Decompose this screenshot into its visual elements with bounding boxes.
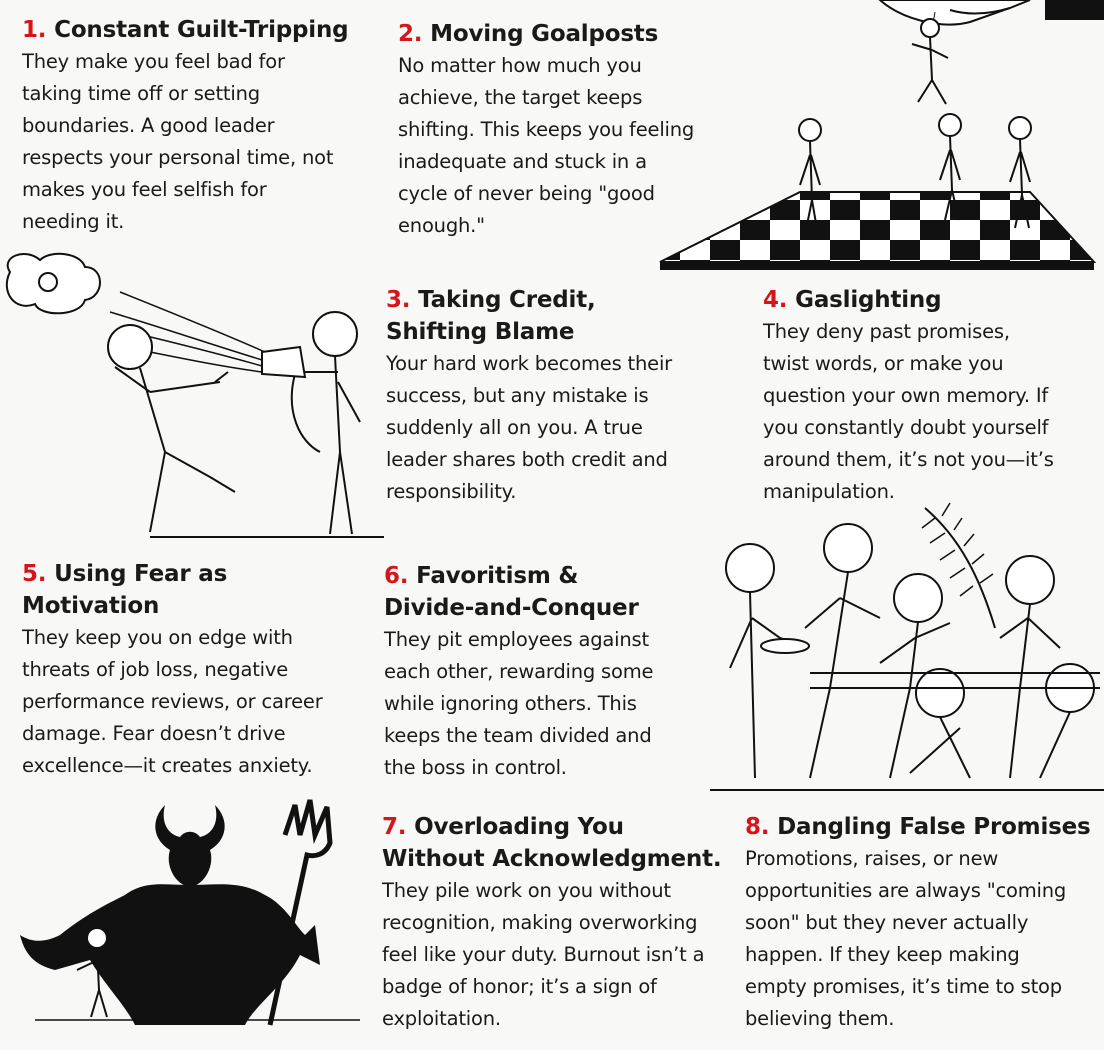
- item-7: [382, 811, 732, 1035]
- item-body: Promotions, raises, or new opportunities are always "coming soon" but they never actually happen. If they keep making empty promises, it’s time to stop believing them.: [745, 847, 1067, 1030]
- item-body: They pit employees against each other, rewarding some while ignoring others. This keeps the team divided and the boss in control.: [384, 628, 654, 779]
- item-number: 5.: [22, 561, 47, 587]
- item-title: 6. Favoritism & Divide-and-Conquer: [384, 563, 639, 621]
- item-number: 3.: [386, 287, 411, 313]
- devil-shadow-illustration: [15, 795, 360, 1030]
- item-number: 2.: [398, 21, 423, 47]
- item-2: [398, 18, 728, 242]
- item-6: [384, 560, 714, 784]
- item-4: [763, 284, 1098, 508]
- item-number: 4.: [763, 287, 788, 313]
- item-1: [22, 14, 382, 238]
- item-5: [22, 558, 372, 782]
- item-body: No matter how much you achieve, the target keeps shifting. This keeps you feeling inadequate and stuck in a cycle of never being "good enough.": [398, 54, 695, 237]
- team-bowing-illustration: [710, 488, 1104, 794]
- item-body: They deny past promises, twist words, or make you question your own memory. If you constantly doubt yourself around them, it’s not you—it’s manipulation.: [763, 320, 1054, 503]
- item-number: 8.: [745, 814, 770, 840]
- item-title: 4. Gaslighting: [763, 287, 942, 313]
- item-body: They pile work on you without recognition, making overworking feel like your duty. Burnout isn’t a badge of honor; it’s a sign of exploitation.: [382, 879, 705, 1030]
- item-8: [745, 811, 1100, 1035]
- item-3: [386, 284, 726, 508]
- item-title: 5. Using Fear as Motivation: [22, 561, 228, 619]
- item-number: 7.: [382, 814, 407, 840]
- item-title: 3. Taking Credit, Shifting Blame: [386, 287, 596, 345]
- hairdryer-blast-illustration: [0, 252, 384, 542]
- item-title: 1. Constant Guilt-Tripping: [22, 17, 349, 43]
- item-number: 1.: [22, 17, 47, 43]
- item-body: They keep you on edge with threats of job loss, negative performance reviews, or career damage. Fear doesn’t drive excellence—it creates anxiety.: [22, 626, 323, 777]
- item-number: 6.: [384, 563, 409, 589]
- item-title: 8. Dangling False Promises: [745, 814, 1091, 840]
- item-title: 7. Overloading You Without Acknowledgment.: [382, 814, 722, 872]
- item-body: Your hard work becomes their success, but any mistake is suddenly all on you. A true leader shares both credit and responsibility.: [386, 352, 672, 503]
- item-title: 2. Moving Goalposts: [398, 21, 659, 47]
- item-body: They make you feel bad for taking time off or setting boundaries. A good leader respects your personal time, not makes you feel selfish for needing it.: [22, 50, 334, 233]
